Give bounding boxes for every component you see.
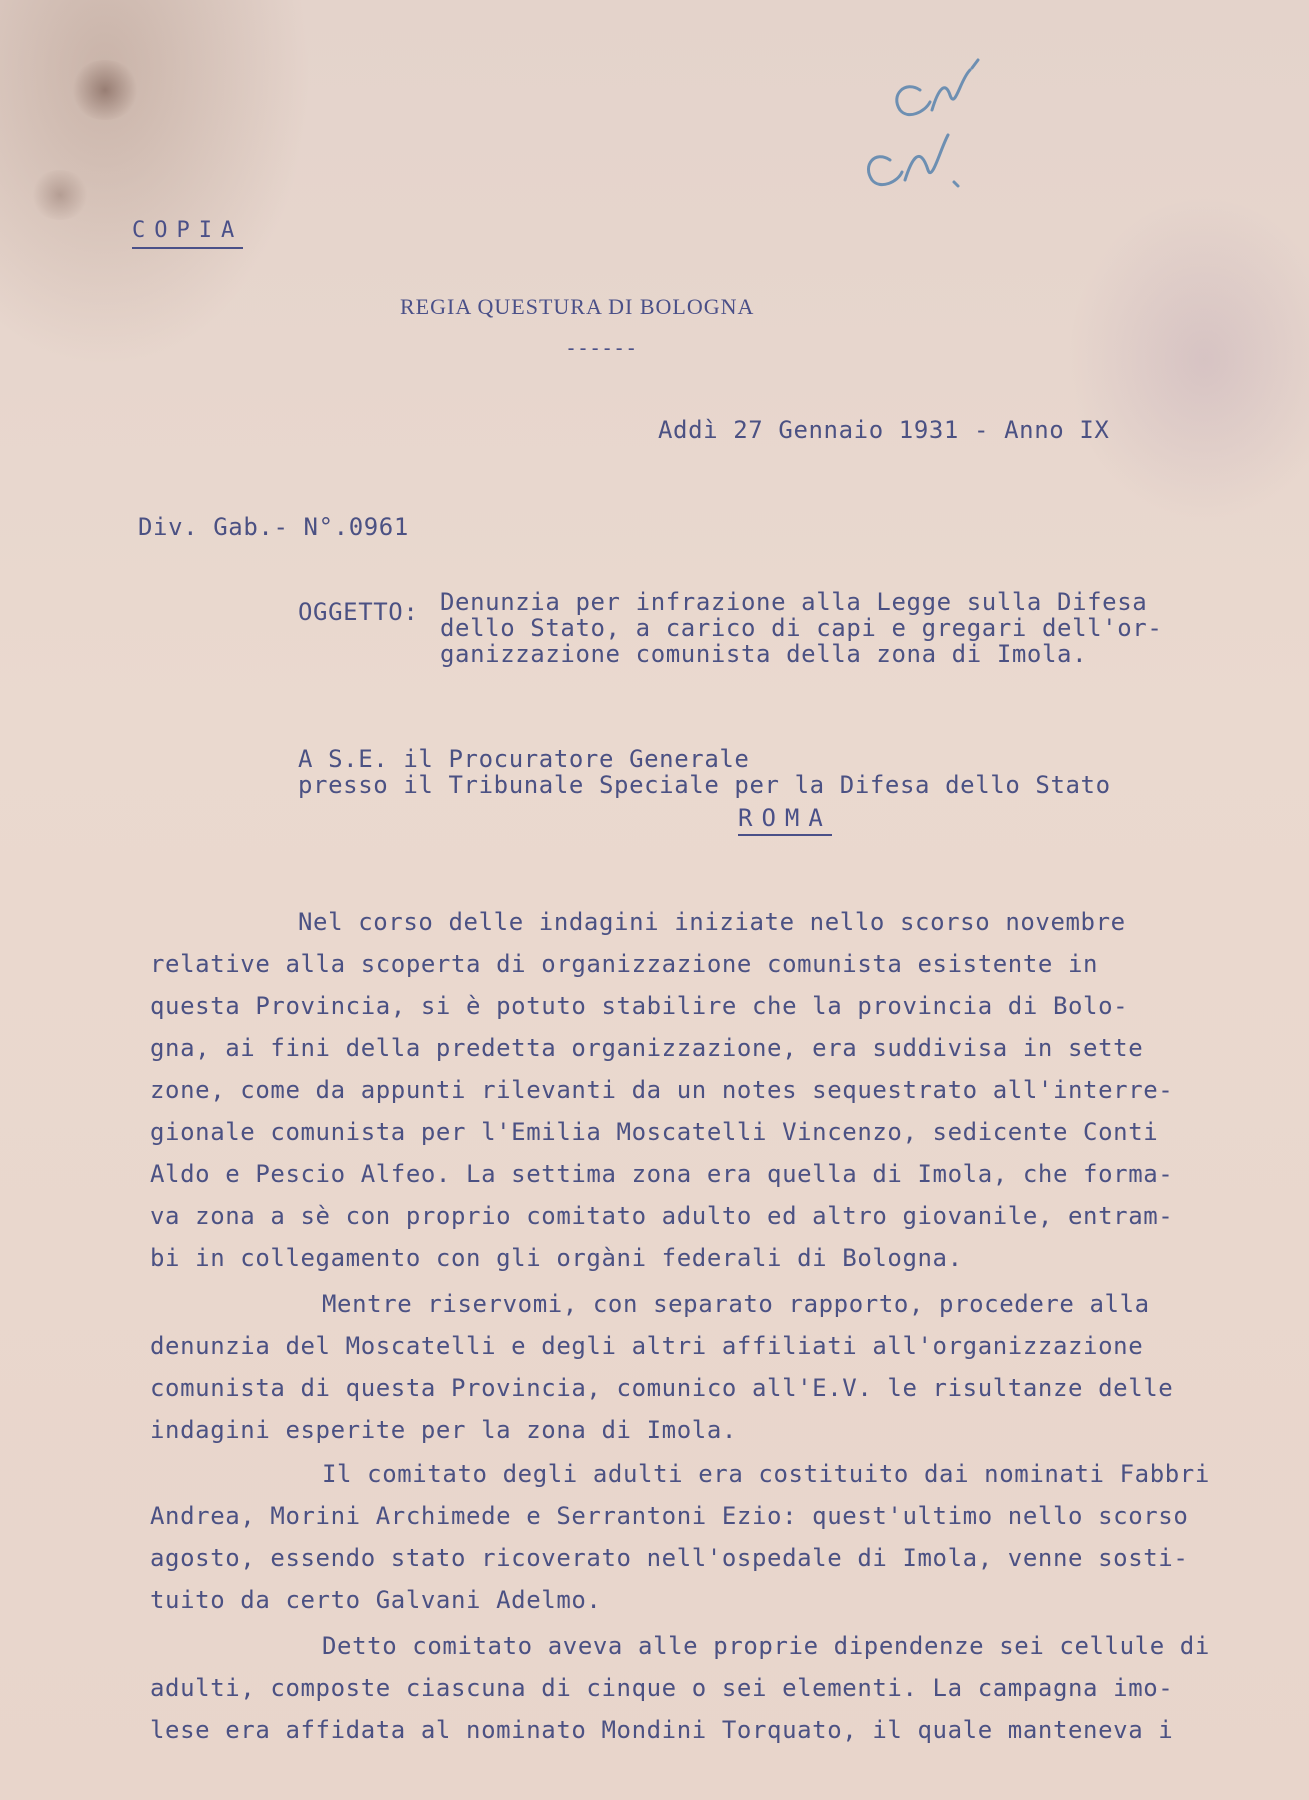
body-line: Detto comitato aveva alle proprie dipendenze sei cellule di xyxy=(322,1632,1210,1660)
paper-stain xyxy=(70,60,140,120)
body-line: adulti, composte ciascuna di cinque o sei elementi. La campagna imo- xyxy=(150,1674,1174,1702)
body-line: Il comitato degli adulti era costituito dai nominati Fabbri xyxy=(322,1460,1210,1488)
reference-number: Div. Gab.- N°.0961 xyxy=(138,513,409,541)
body-line: bi in collegamento con gli orgàni federali di Bologna. xyxy=(150,1244,963,1272)
addressee-city: ROMA xyxy=(738,804,832,836)
date-line: Addì 27 Gennaio 1931 - Anno IX xyxy=(658,416,1110,444)
body-line: denunzia del Moscatelli e degli altri affiliati all'organizzazione xyxy=(150,1332,1144,1360)
body-line: tuito da certo Galvani Adelmo. xyxy=(150,1586,602,1614)
subject-line: Denunzia per infrazione alla Legge sulla Difesa xyxy=(440,588,1148,616)
subject-line: ganizzazione comunista della zona di Imola. xyxy=(440,640,1088,668)
body-line: comunista di questa Provincia, comunico all'E.V. le risultanze delle xyxy=(150,1374,1174,1402)
body-line: relative alla scoperta di organizzazione comunista esistente in xyxy=(150,950,1099,978)
header-divider: ------ xyxy=(565,336,638,360)
handwritten-annotation xyxy=(820,40,1040,200)
body-line: gna, ai fini della predetta organizzazione, era suddivisa in sette xyxy=(150,1034,1144,1062)
subject-line: dello Stato, a carico di capi e gregari dell'or- xyxy=(440,614,1163,642)
body-line: gionale comunista per l'Emilia Moscatelli Vincenzo, sedicente Conti xyxy=(150,1118,1159,1146)
copy-stamp: COPIA xyxy=(132,218,243,249)
body-line: zone, come da appunti rilevanti da un notes sequestrato all'interre- xyxy=(150,1076,1174,1104)
addressee-line: presso il Tribunale Speciale per la Difesa dello Stato xyxy=(298,771,1111,799)
paper-stain xyxy=(30,170,90,220)
office-header: REGIA QUESTURA DI BOLOGNA xyxy=(400,294,755,319)
body-line: agosto, essendo stato ricoverato nell'ospedale di Imola, venne sosti- xyxy=(150,1544,1189,1572)
body-line: indagini esperite per la zona di Imola. xyxy=(150,1416,737,1444)
addressee-line: A S.E. il Procuratore Generale xyxy=(298,745,750,773)
body-line: Aldo e Pescio Alfeo. La settima zona era quella di Imola, che forma- xyxy=(150,1160,1174,1188)
body-line: Nel corso delle indagini iniziate nello scorso novembre xyxy=(298,908,1126,936)
body-line: Mentre riservomi, con separato rapporto, procedere alla xyxy=(322,1290,1150,1318)
body-line: Andrea, Morini Archimede e Serrantoni Ezio: quest'ultimo nello scorso xyxy=(150,1502,1189,1530)
body-line: va zona a sè con proprio comitato adulto ed altro giovanile, entram- xyxy=(150,1202,1174,1230)
body-line: questa Provincia, si è potuto stabilire che la provincia di Bolo- xyxy=(150,992,1129,1020)
body-line: lese era affidata al nominato Mondini Torquato, il quale manteneva i xyxy=(150,1716,1174,1744)
subject-label: OGGETTO: xyxy=(298,598,419,626)
